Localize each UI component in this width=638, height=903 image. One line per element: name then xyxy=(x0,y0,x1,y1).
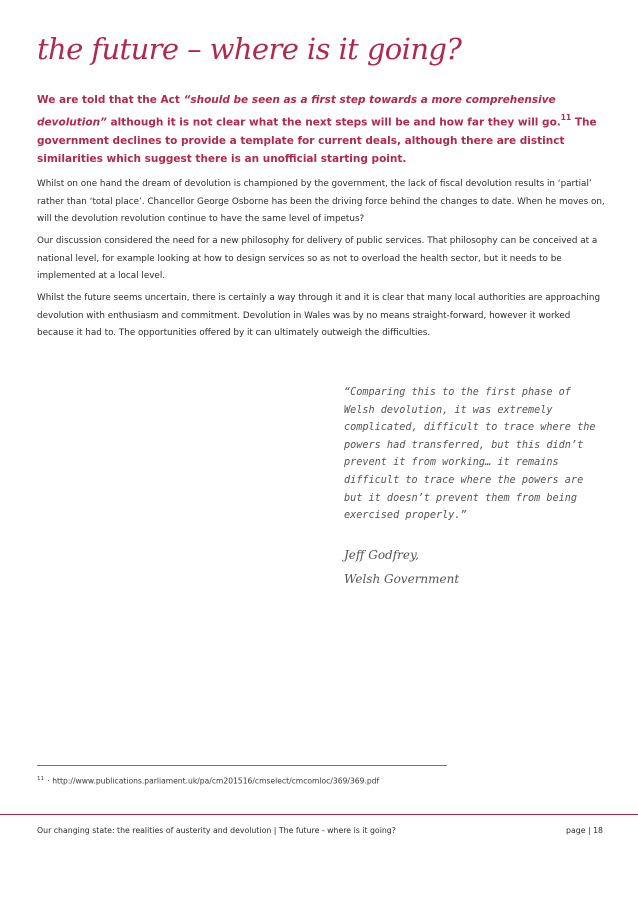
footer-document-title: Our changing state: the realities of austerity and devolution | The future - where is it going? xyxy=(37,826,396,835)
intro-quote: “should be seen as a first step towards a more comprehensive devolution” xyxy=(37,94,556,128)
intro-text: although it is not clear what the next steps will be and how far they will go. xyxy=(106,116,561,128)
quote-author: Jeff Godfrey, xyxy=(344,548,419,562)
body-paragraph: Our discussion considered the need for a new philosophy for delivery of public services. That philosophy can be conceived at a national level, for example looking at how to design services so as not to overload the health sector, but it needs to be implemented at a local level. xyxy=(37,236,598,281)
page-title: the future – where is it going? xyxy=(37,32,462,66)
page-number: page | 18 xyxy=(566,826,603,835)
footnote-reference[interactable]: 11 xyxy=(560,112,572,122)
quote-organisation: Welsh Government xyxy=(344,572,460,586)
pull-quote: “Comparing this to the first phase of Welsh devolution, it was extremely complicated, difficult to trace where the powers had transferred, but this didn’t prevent it from working… it remains difficult to trace where the powers are but it doesn’t prevent them from being exercised properly.” xyxy=(344,387,596,522)
body-paragraph: Whilst the future seems uncertain, there is certainly a way through it and it is clear that many local authorities are approaching devolution with enthusiasm and commitment. Devolution in Wales was by no means straight-forward, however it worked because it had to. The opportunities offered by it can ultimately outweigh the difficulties. xyxy=(37,293,601,338)
intro-text: We are told that the Act xyxy=(37,94,184,106)
footnote-number: 11 xyxy=(37,776,44,782)
footnote-divider xyxy=(37,765,447,766)
footnote-marker: · xyxy=(45,776,50,786)
footnote xyxy=(37,776,379,786)
intro-text: The government declines to provide a template for current deals, although there are distinct similarities which suggest there is an unofficial starting point. xyxy=(37,116,597,165)
footnote-link[interactable]: http://www.publications.parliament.uk/pa/cm201516/cmselect/cmcomloc/369/369.pdf xyxy=(49,776,380,786)
body-paragraph: Whilst on one hand the dream of devolution is championed by the government, the lack of fiscal devolution results in ‘partial’ rather than ‘total place’. Chancellor George Osborne has been the driving force behind the changes to date. When he moves on, will the devolution revolution continue to have the same level of impetus? xyxy=(37,179,605,224)
footer-divider xyxy=(0,814,638,815)
intro-paragraph xyxy=(37,91,612,169)
